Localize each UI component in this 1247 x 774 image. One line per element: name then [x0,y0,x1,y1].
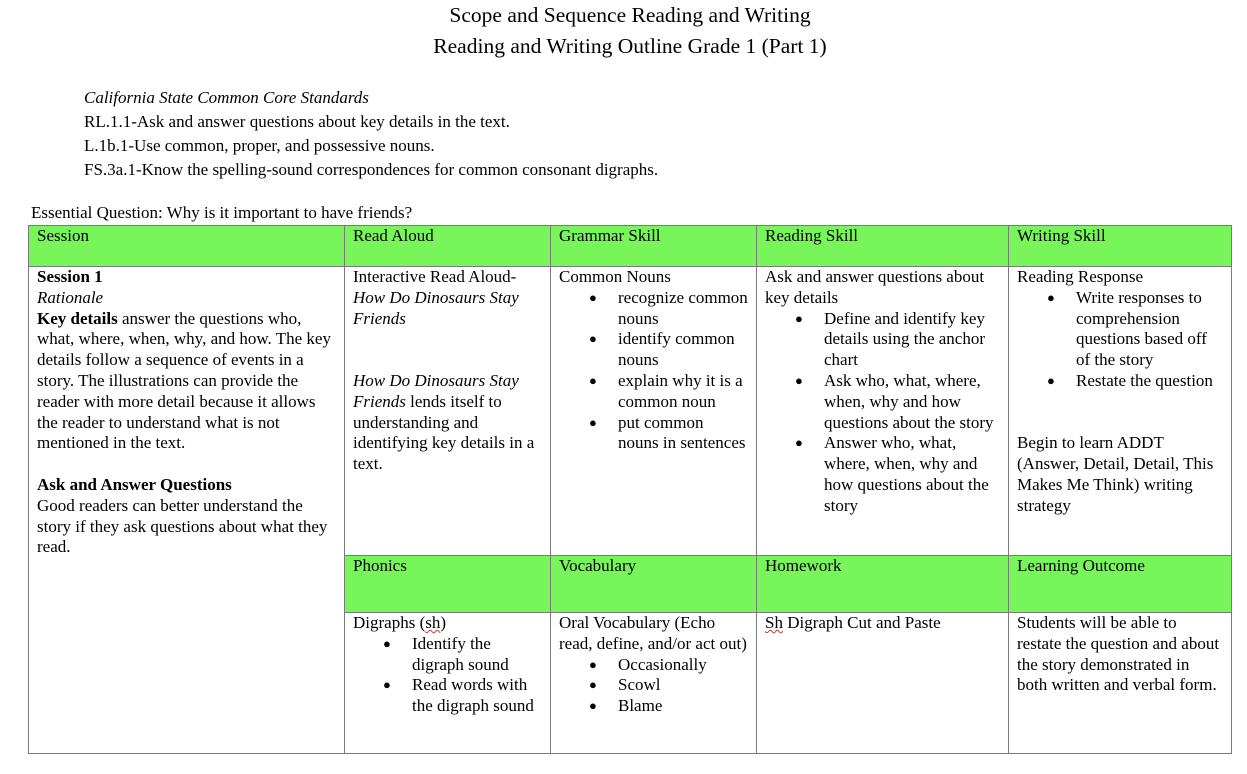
grammar-list [559,288,748,454]
header-grammar-skill: Grammar Skill [551,226,757,267]
list-item: ● Read words with the digraph sound [353,675,542,717]
writing-addt: Begin to learn ADDT (Answer, Detail, Detail, This Makes Me Think) writing strategy [1017,433,1214,515]
list-item: ● recognize common nouns [559,288,748,330]
vocabulary-cell [551,613,757,754]
standards-block [84,86,658,182]
session-rationale: Rationale [37,287,104,307]
read-aloud-paragraph-text: lends itself to understanding and identifying key details in a text. [353,391,535,474]
document-subtitle: Reading and Writing Outline Grade 1 (Part 1) [433,34,827,58]
standards-heading: California State Common Core Standards [84,88,369,107]
read-aloud-book-title-2: How Do Dinosaurs Stay Friends [353,370,519,411]
standard-l: L.1b.1-Use common, proper, and possessive nouns. [84,136,435,155]
list-item: ● Define and identify key details using the anchor chart [765,309,1000,371]
homework-sh: Sh [765,613,783,632]
list-item: ● Ask who, what, where, when, why and how questions about the story [765,371,1000,433]
header-phonics: Phonics [345,556,551,613]
header-reading-skill: Reading Skill [757,226,1009,267]
grammar-heading: Common Nouns [559,267,671,286]
vocabulary-heading: Oral Vocabulary (Echo read, define, and/or act out) [559,613,747,653]
phonics-list [353,634,542,717]
writing-heading: Reading Response [1017,267,1144,286]
list-item: ● identify common nouns [559,329,748,371]
essential-question: Essential Question: Why is it important to have friends? [31,203,413,222]
header-row [29,226,1232,267]
key-details-label: Key details [37,308,118,328]
list-item: ● put common nouns in sentences [559,413,748,455]
read-aloud-paragraph [353,371,542,475]
read-aloud-book-title: How Do Dinosaurs Stay Friends [353,287,519,328]
writing-cell [1009,267,1232,556]
document-title: Scope and Sequence Reading and Writing [449,3,811,27]
learning-outcome-text: Students will be able to restate the question and about the story demonstrated in both written and verbal form. [1017,613,1220,695]
reading-cell [757,267,1009,556]
reading-list [765,309,1000,517]
standard-fs: FS.3a.1-Know the spelling-sound correspondences for common consonant digraphs. [84,160,659,179]
list-item: ● Occasionally [559,655,748,676]
read-aloud-cell [345,267,551,556]
phonics-cell [345,613,551,754]
key-details-text: answer the questions who, what, where, when, why, and how. The key details follow a sequence of events in a story. The illustrations can provide the reader with more detail because it allows the reader to understand what is not mentioned in the text. [37,308,331,453]
learning-outcome-cell [1009,613,1232,754]
session-cell [29,267,345,754]
header-session: Session [29,226,345,267]
homework-text: Sh Digraph Cut and Paste [765,613,941,632]
header-vocabulary: Vocabulary [551,556,757,613]
grammar-cell [551,267,757,556]
phonics-heading: Digraphs (sh) [353,613,447,632]
reading-heading: Ask and answer questions about key details [765,267,985,307]
header-homework: Homework [757,556,1009,613]
header-writing-skill: Writing Skill [1009,226,1232,267]
content-row-1 [29,267,1232,556]
list-item: ● explain why it is a common noun [559,371,748,413]
read-aloud-line: Interactive Read Aloud- [353,267,517,286]
homework-cell [757,613,1009,754]
list-item: ● Write responses to comprehension questions based off of the story [1017,288,1223,371]
ask-answer-text: Good readers can better understand the story if they ask questions about what they read. [37,495,328,557]
header-read-aloud: Read Aloud [345,226,551,267]
session-title: Session 1 [37,267,103,286]
list-item: ● Restate the question [1017,371,1223,392]
key-details-paragraph [37,309,336,455]
ask-answer-heading: Ask and Answer Questions [37,474,232,494]
list-item: ● Scowl [559,675,748,696]
phonics-sh: sh [425,613,441,632]
vocabulary-list [559,655,748,717]
writing-list [1017,288,1223,392]
list-item: ● Identify the digraph sound [353,634,542,676]
list-item: ● Answer who, what, where, when, why and how questions about the story [765,433,1000,516]
header-learning-outcome: Learning Outcome [1009,556,1232,613]
outline-table [28,225,1232,754]
list-item: ● Blame [559,696,748,717]
standard-rl: RL.1.1-Ask and answer questions about key details in the text. [84,112,510,131]
